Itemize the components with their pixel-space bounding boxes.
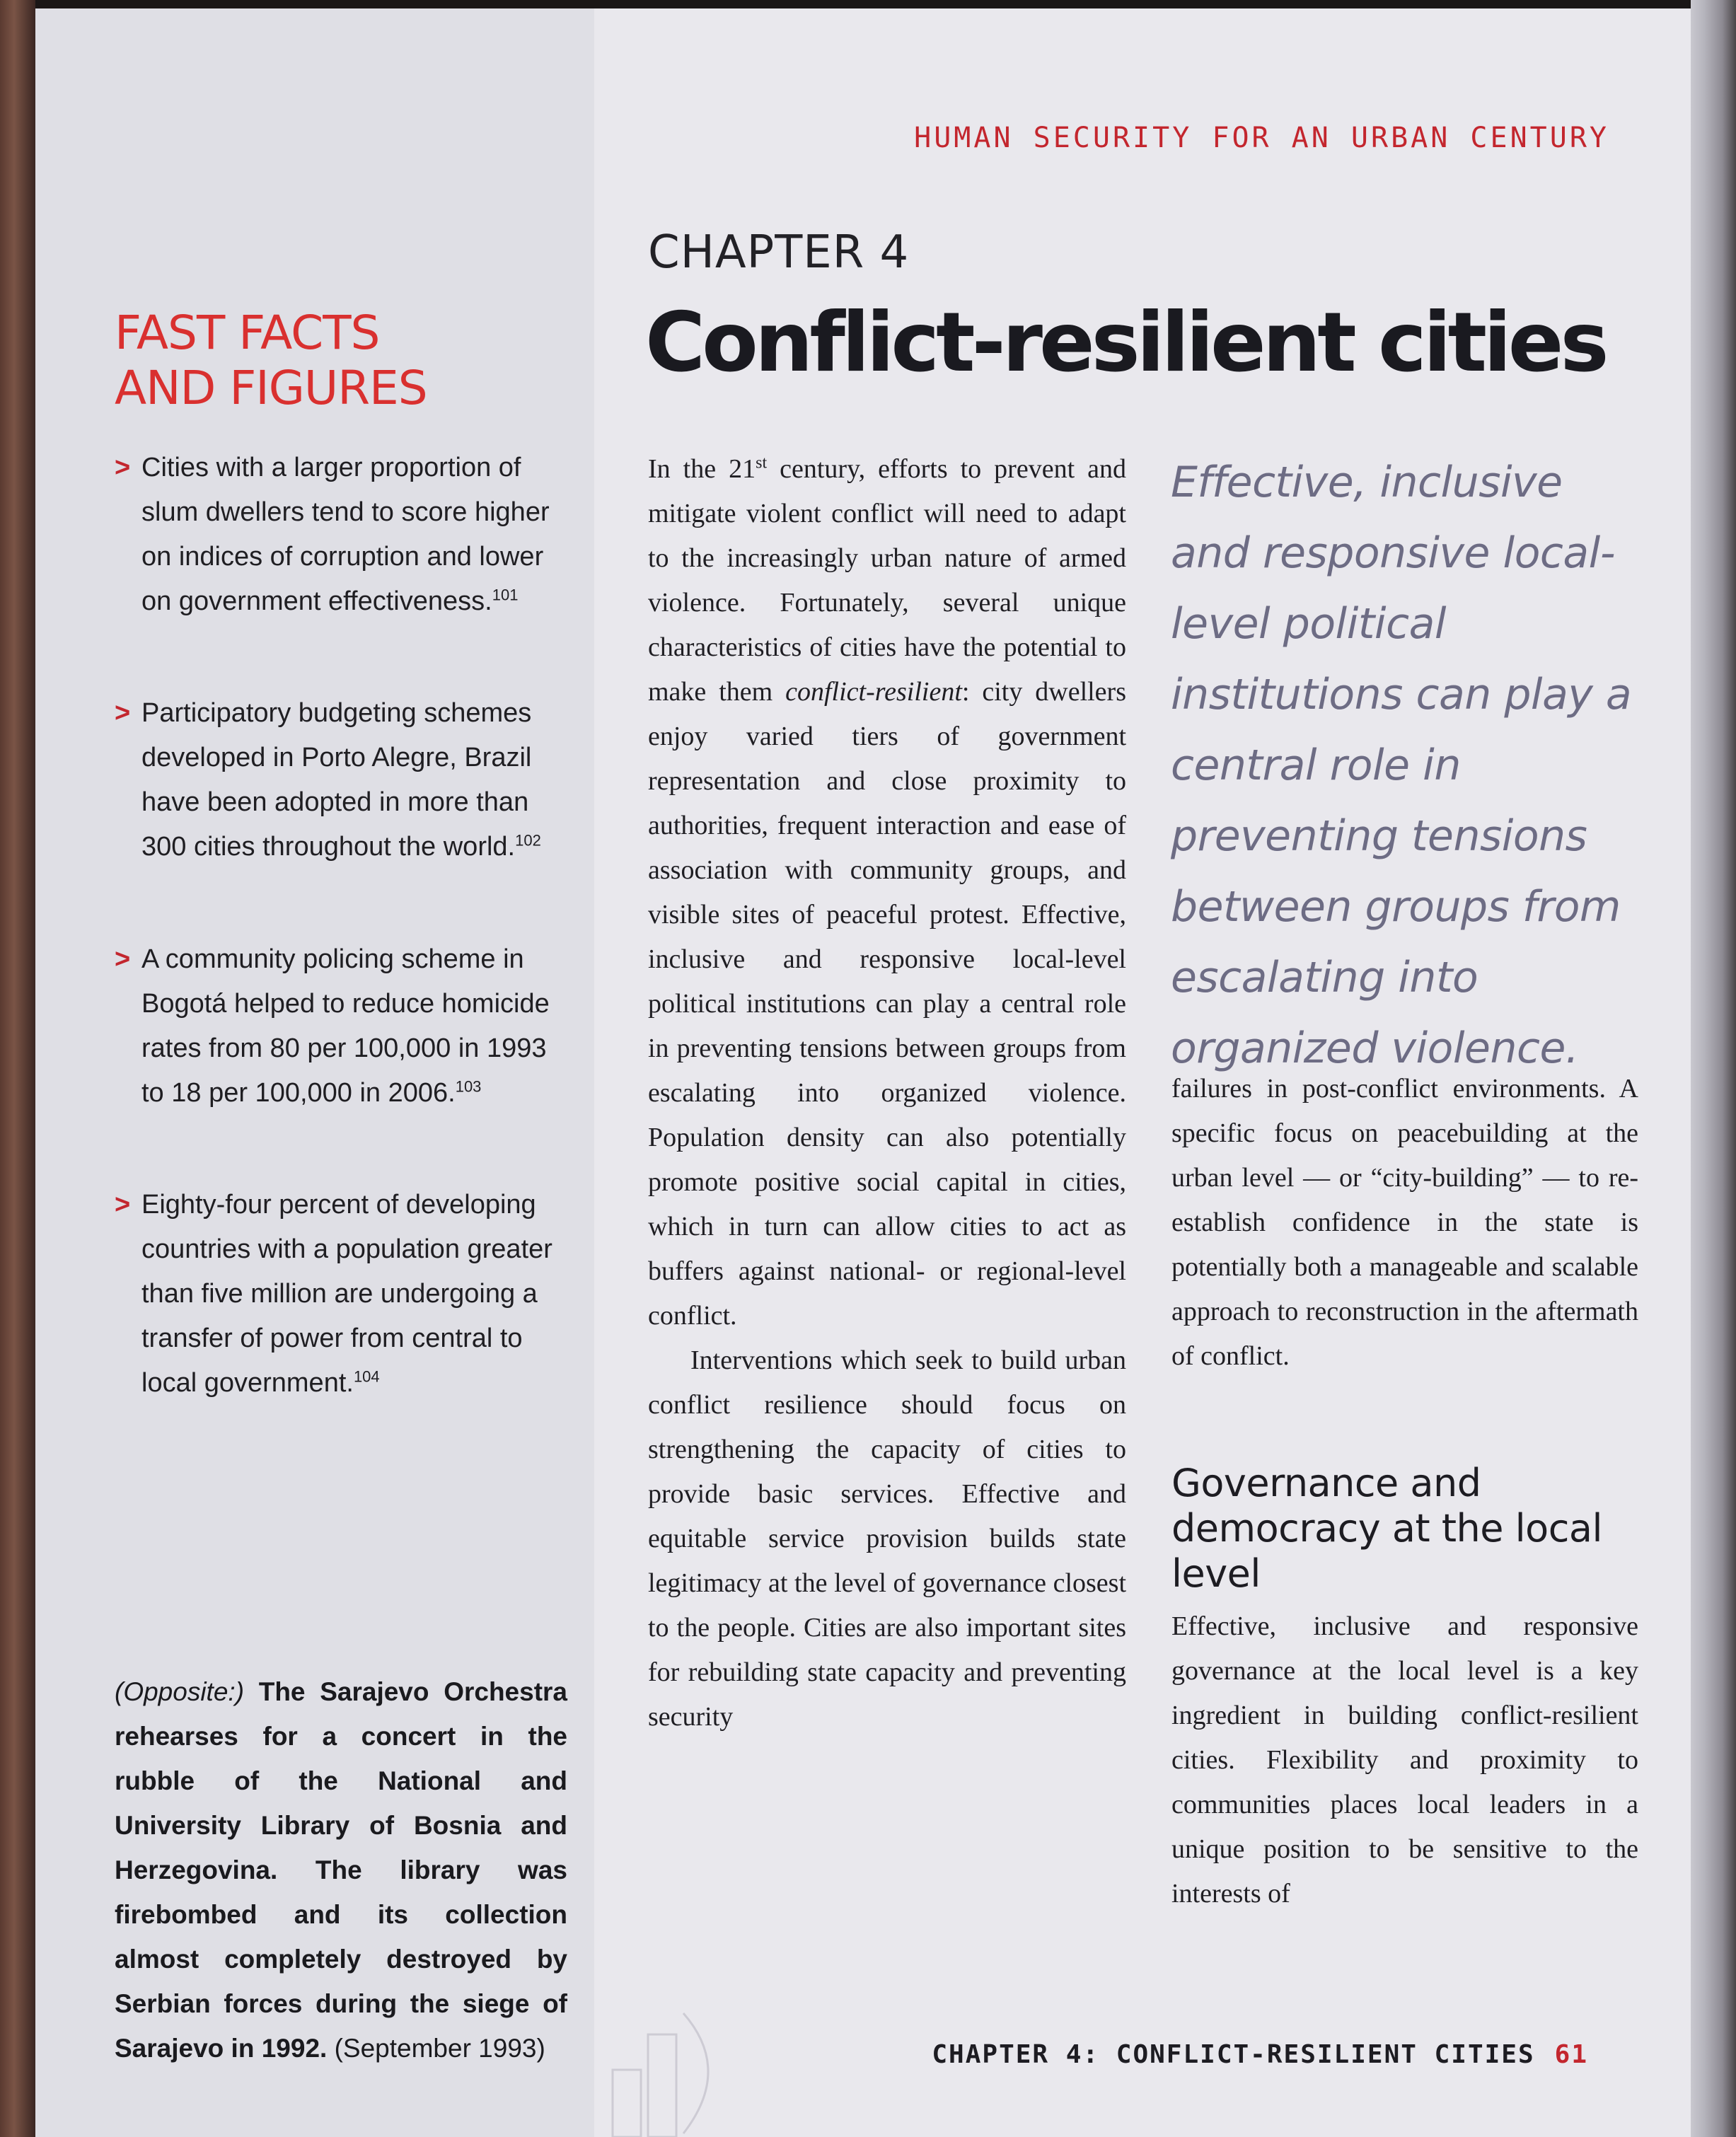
book-page — [35, 8, 1691, 2137]
bullet-arrow-icon: > — [115, 944, 131, 974]
body-paragraph — [648, 447, 1126, 1338]
bullet-arrow-icon: > — [115, 1190, 131, 1220]
fast-facts-title-line2: AND FIGURES — [115, 361, 427, 415]
footnote-ref: 101 — [492, 586, 519, 604]
body-paragraph: Effective, inclusive and responsive governance at the local level is a key ingredient in building conflict-resilient cities. Flexibility and proximity to communities places local leaders in a unique position to be sensitive to the interests of — [1171, 1611, 1638, 1909]
body-column-2 — [1171, 1067, 1638, 1379]
fact-text: Participatory budgeting schemes developed in Porto Alegre, Brazil have been adopted in more than 300 cities throughout the world. — [141, 698, 532, 862]
caption-date: (September 1993) — [334, 2034, 545, 2063]
fast-facts-title-line1: FAST FACTS — [115, 306, 380, 360]
fact-item — [115, 1183, 553, 1406]
photo-caption — [115, 1669, 567, 2071]
footer-label: CHAPTER 4: CONFLICT-RESILIENT CITIES — [932, 2040, 1535, 2069]
body-paragraph: failures in post-conflict environments. A specific focus on peacebuilding at the urban level — or “city-building” — to re-establish confidence in the state is potentially both a manageable and scalable approach to reconstruction in the aftermath of conflict. — [1171, 1074, 1638, 1371]
footnote-ref: 104 — [353, 1367, 380, 1386]
caption-lead: (Opposite:) — [115, 1677, 245, 1706]
fact-text: Eighty-four percent of developing countries with a population greater than five million are undergoing a transfer of power from central to local government. — [141, 1190, 552, 1398]
caption-text: The Sarajevo Orchestra rehearses for a concert in the rubble of the National and University Library of Bosnia and Herzegovina. The library was firebombed and its collection almost completely destroyed by Serbian forces during the siege of Sarajevo in 1992. — [115, 1677, 568, 2063]
book-spine-edge — [0, 0, 35, 2137]
footnote-ref: 102 — [515, 831, 541, 850]
footnote-ref: 103 — [455, 1077, 482, 1096]
fact-text: Cities with a larger proportion of slum dwellers tend to score higher on indices of corruption and lower on government effectiveness. — [141, 453, 550, 616]
page-number: 61 — [1554, 2040, 1588, 2069]
running-head: HUMAN SECURITY FOR AN URBAN CENTURY — [914, 122, 1609, 154]
fact-item — [115, 937, 553, 1116]
page-edge — [1691, 0, 1736, 2137]
ordinal-suffix: st — [756, 453, 768, 473]
fast-facts-sidebar — [35, 8, 594, 2137]
chapter-label: CHAPTER 4 — [648, 226, 910, 279]
bullet-arrow-icon: > — [115, 453, 131, 482]
body-paragraph: Interventions which seek to build urban conflict resilience should focus on strengthening the capacity of cities to provide basic services. Effective and equitable service provision builds state legitimacy at the level of governance closest to the people. Cities are also important sites for rebuilding state capacity and preventing security — [648, 1345, 1126, 1732]
chapter-title: Conflict-resilient cities — [645, 295, 1606, 390]
fact-text: A community policing scheme in Bogotá helped to reduce homicide rates from 80 per 100,000 in 1993 to 18 per 100,000 in 2006. — [141, 944, 550, 1108]
body-text: century, efforts to prevent and mitigate violent conflict will need to adapt to the increasingly urban nature of armed violence. Fortunately, several unique characteristics of cities have the potential to make them — [648, 454, 1127, 707]
body-column-3 — [1171, 1604, 1638, 1916]
fact-item — [115, 446, 553, 624]
bullet-arrow-icon: > — [115, 698, 131, 728]
page-footer — [932, 2040, 1588, 2069]
section-heading: Governance and democracy at the local level — [1171, 1461, 1602, 1596]
body-text: In the 21 — [648, 454, 756, 484]
body-text: : city dwellers enjoy varied tiers of government representation and close proximity to authorities, frequent interaction and ease of association with community groups, and visible sites of peaceful protest. Effective, inclusive and responsive local-level political institutions can play a central role in preventing tensions between groups from escalating into organized violence. Population density can also potentially promote positive social capital in cities, which in turn can allow cities to act as buffers against national- or regional-level conflict. — [648, 677, 1126, 1331]
fact-item — [115, 691, 553, 869]
watermark-logo-icon — [598, 2006, 740, 2137]
emphasis-text: conflict-resilient — [785, 677, 962, 707]
body-column-1 — [648, 447, 1126, 1739]
pull-quote: Effective, inclusive and responsive local-level political institutions can play a central role in preventing tensions between groups from escalating into organized violence. — [1171, 458, 1632, 1073]
fast-facts-title — [115, 306, 539, 416]
